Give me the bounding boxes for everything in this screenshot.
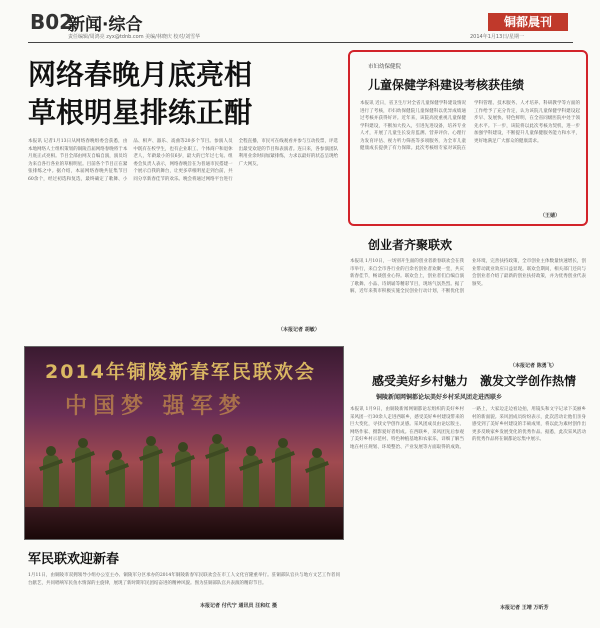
- section-title: 新闻·综合: [68, 15, 143, 35]
- lead-headline-line1: 网络春晚月底亮相: [28, 58, 253, 91]
- performer-figure: [309, 457, 325, 511]
- photo-story-headline: 军民联欢迎新春: [28, 552, 120, 567]
- lead-headline-line2: 草根明星排练正酣: [28, 96, 253, 129]
- photo-banner-slogan: 中国梦 强军梦: [65, 394, 247, 419]
- performer-figure: [175, 451, 191, 511]
- photo-banner-text: 2014年铜陵新春军民联欢会: [45, 361, 316, 383]
- lead-byline: （本报记者 胡敏）: [278, 327, 320, 333]
- editors-line: 责任编辑/周鸿亮 zyx@tdnb.com 美编/林晓庆 校对/刘雪华: [68, 34, 201, 40]
- page-code: B02: [30, 10, 74, 34]
- rural-body: 本报讯 1月9日，由铜陵新闻网铜都论坛组织的美好乡村采风团一行30余人走进西联乡，感受美好乡村建设带来的巨大变化，寻找文学创作灵感。采风团成员由论坛版主、网络作家、摄影爱好者组成。在西联乡，采风团先后参观了美好乡村示范村、特色种植基地和农家乐，详细了解当地在村庄规划、环境整治、产业发展等方面取得的成效。一路上，大家边走边看边拍，用镜头和文字记录下美丽乡村的新面貌。采风团成员纷纷表示，此次活动让他们亲身感受到了美好乡村建设的丰硕成果，将以此为素材创作出更多反映家乡发展变化的优秀作品。据悉，此次采风活动的优秀作品将在铜都论坛集中展示。: [350, 407, 586, 450]
- performer-figure: [75, 447, 91, 511]
- performer-figure: [209, 443, 225, 511]
- performer-figure: [143, 445, 159, 511]
- rural-headline-a: 感受美好乡村魅力: [372, 374, 469, 388]
- paper-name-logo: 铜都晨刊: [488, 13, 568, 31]
- startup-byline: （本报记者 陈勇飞）: [510, 363, 557, 369]
- highlight-credit: （王婧）: [540, 213, 561, 219]
- issue-date: 2014年1月13日/星期一: [470, 34, 524, 40]
- startup-headline: 创业者齐聚联欢: [368, 238, 453, 252]
- performer-figure: [243, 455, 259, 511]
- page-header: [0, 0, 600, 42]
- performer-figure: [275, 447, 291, 511]
- photo-story-body: 1月11日，由铜陵市双拥领导小组办公室主办、铜陵军分区承办的2014年铜陵新春军民联欢会在市工人文化宫隆重举行。驻铜部队官兵与地方文艺工作者同台献艺，共同唱响军民鱼水情深的主旋律，展现了新时期军民团结奋进的精神风貌。图为驻铜部队官兵表演的精彩节目。: [28, 573, 340, 586]
- stage-floor: [25, 507, 343, 539]
- header-rule: [28, 42, 573, 43]
- highlight-kicker: 市妇幼保健院: [368, 64, 402, 70]
- highlight-title: 儿童保健学科建设考核获佳绩: [368, 78, 525, 92]
- performance-photo: [24, 346, 344, 540]
- performer-figure: [109, 459, 125, 511]
- rural-byline: 本报记者 王靖 万昕芳: [500, 605, 549, 611]
- rural-subheadline: 铜陵新闻网铜都论坛美好乡村采风团走进西联乡: [376, 394, 503, 401]
- photo-credit: 本报记者 付代宁 通讯员 汪和红 摄: [200, 603, 277, 609]
- startup-body: 本报讯 1月10日，一场别开生面的创业者新春联欢会在我市举行，来自全市各行业的百余名创业者欢聚一堂，共庆新春佳节，畅谈创业心得。联欢会上，创业者们自编自演了歌舞、小品、诗朗诵等精彩节目，现场气氛热烈。据了解，近年来我市积极实施全民创业行动计划，不断优化创业环境，完善扶持政策，全市创业主体数量快速增长，创业带动就业效应日益显现。联欢会期间，相关部门还向与会创业者介绍了最新的创业扶持政策，并为优秀创业代表颁奖。: [350, 259, 586, 294]
- lead-headline: [28, 56, 328, 132]
- rural-headline-b: 激发文学创作热情: [480, 374, 577, 388]
- lead-body: 本报讯 记者1月13日从网络春晚组委会获悉，由本地网络人士组织策划的铜陵首届网络春晚将于本月底正式亮相。节目全部由网友自编自演，演员均为来自各行各业的草根明星。目前各个节目正在紧张排练之中。据介绍，本届网络春晚共征集节目60余个，经过初选和复选，最终确定了歌舞、小品、相声、器乐、戏曲等20多个节目。参演人员中既有在校学生，也有企业职工、个体商户和退休老人，年龄最小的仅6岁，最大的已年过七旬。组委会负责人表示，网络春晚旨在为普通市民搭建一个展示自我的舞台，让更多草根明星走到台前，共同分享新春佳节的欢乐。晚会将通过网络平台进行全程直播，市民可在线观看并参与互动投票，评选出最受欢迎的节目和表演者。连日来，各参演团队利用业余时间加紧排练，力求以最好的状态呈现给广大网友。: [28, 139, 338, 182]
- performer-figure: [43, 455, 59, 511]
- highlight-body: 本报讯 近日，省卫生厅对全省儿童保健学科建设情况进行了考核，市妇幼保健院儿童保健科以优异成绩通过考核并获得好评。近年来，该院高度重视儿童保健学科建设，不断加大投入，引进先进设备，培养专业人才，开展了儿童生长发育监测、营养评价、心理行为发育评估、视力听力筛查等多项服务，为全市儿童健康成长提供了有力保障。此次考核组专家对该院在学科管理、技术服务、人才培养、科研教学等方面的工作给予了充分肯定，认为该院儿童保健学科建设起步早、发展快、特色鲜明，在全省同级医院中处于领先水平。下一步，该院将以此次考核为契机，进一步加强学科建设，不断提升儿童保健服务能力和水平，更好地满足广大群众的健康需求。: [360, 101, 580, 151]
